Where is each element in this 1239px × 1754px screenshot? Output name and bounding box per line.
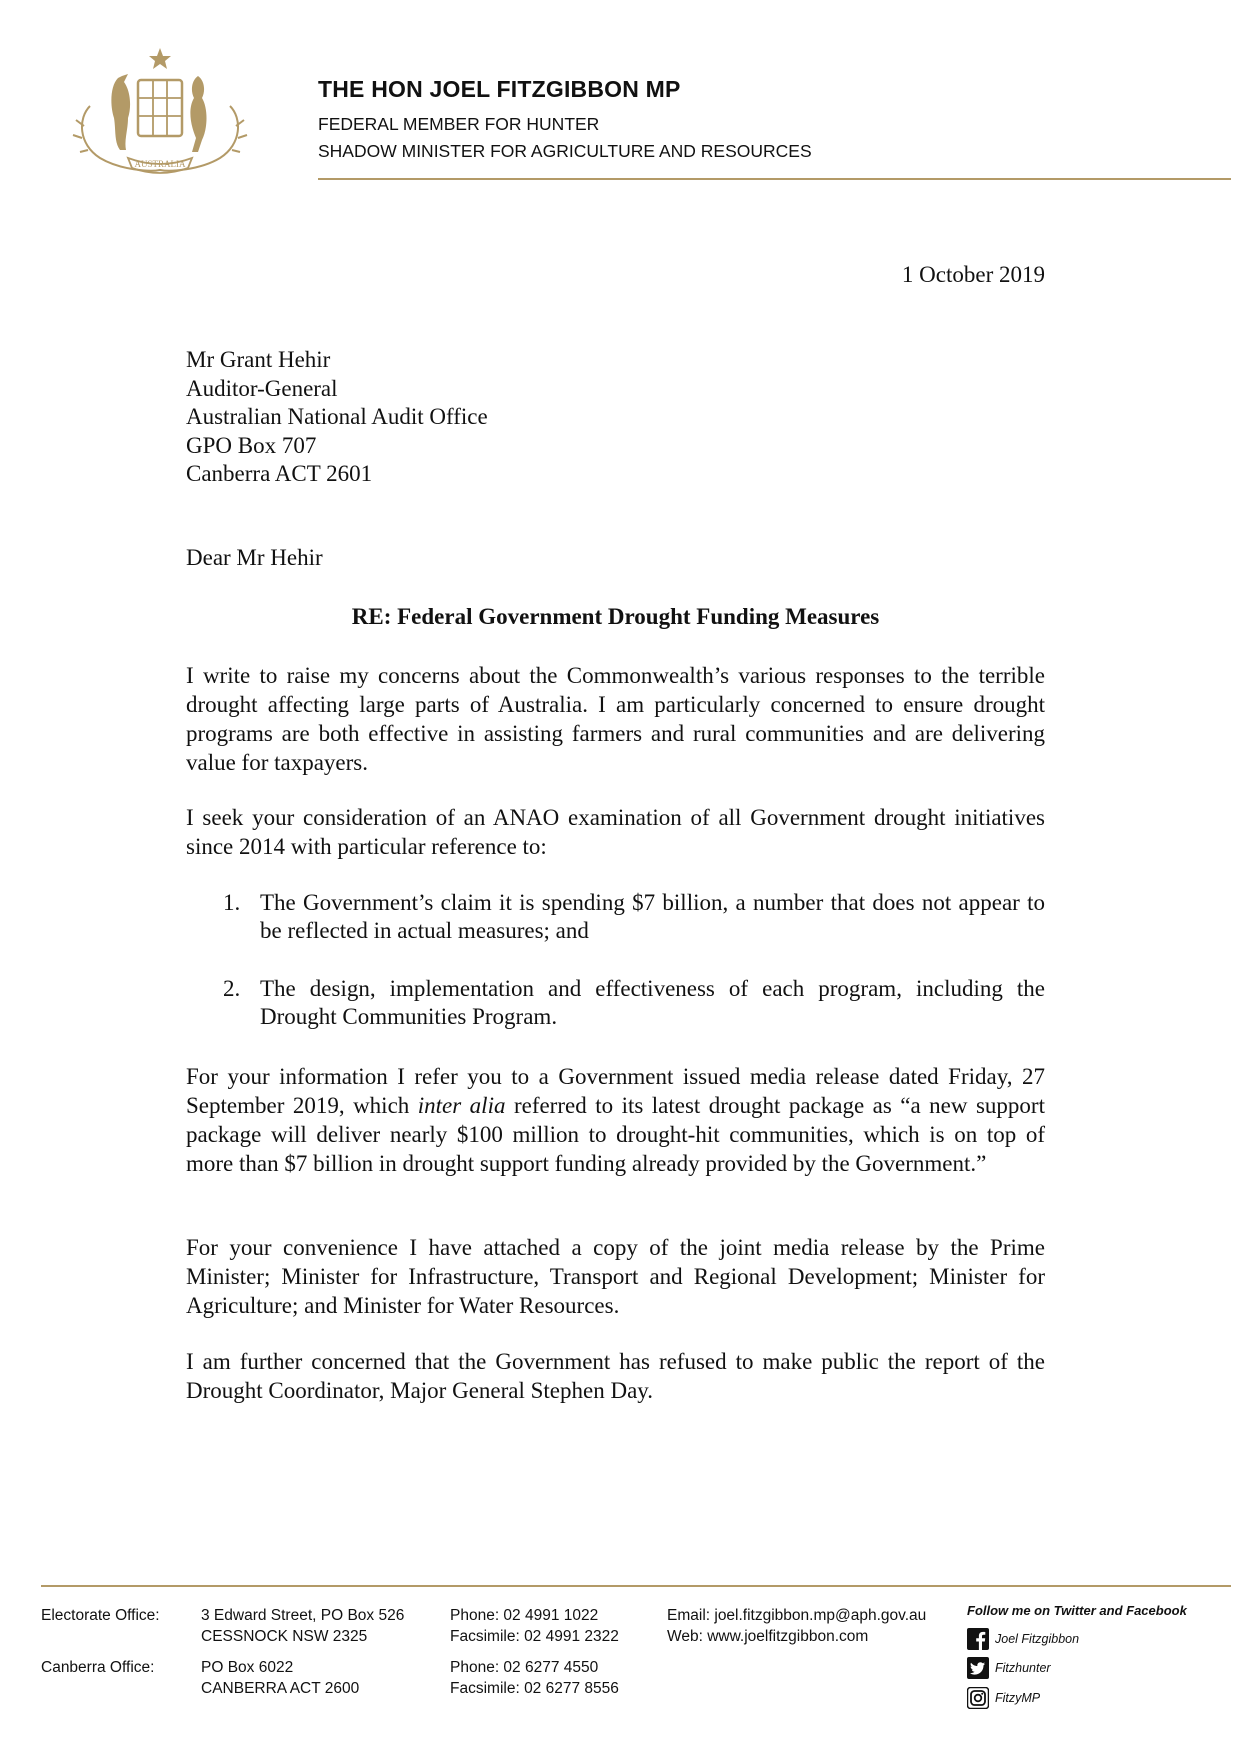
header-divider	[318, 178, 1231, 180]
website-link[interactable]: Web: www.joelfitzgibbon.com	[667, 1628, 869, 1645]
email-link[interactable]: Email: joel.fitzgibbon.mp@aph.gov.au	[667, 1607, 927, 1624]
letter-date: 1 October 2019	[901, 262, 1045, 287]
social-heading: Follow me on Twitter and Facebook	[967, 1603, 1187, 1618]
instagram-handle: FitzyMP	[995, 1691, 1041, 1705]
paragraph-request: I seek your consideration of an ANAO examination of all Government drought initiatives since 2014 with particular reference to:	[186, 805, 1045, 859]
member-portfolio: SHADOW MINISTER FOR AGRICULTURE AND RESOURCES	[318, 141, 812, 161]
recipient-po-box: GPO Box 707	[186, 432, 317, 458]
twitter-handle: Fitzhunter	[995, 1661, 1051, 1675]
list-item	[186, 975, 1045, 1031]
salutation: Dear Mr Hehir	[186, 545, 323, 570]
list-text: The design, implementation and effectiveness of each program, including the Drought Communities Program.	[260, 976, 1045, 1029]
latin-phrase: inter alia	[417, 1093, 506, 1118]
instagram-icon	[967, 1687, 989, 1709]
list-number: 2.	[223, 976, 241, 1001]
electorate-address-line1: 3 Edward Street, PO Box 526	[201, 1607, 405, 1624]
paragraph-coordinator-report: I am further concerned that the Government has refused to make public the report of the Drought Coordinator, Major General Stephen Day.	[186, 1349, 1045, 1403]
subject-line: RE: Federal Government Drought Funding Measures	[351, 604, 880, 629]
canberra-office-label: Canberra Office:	[41, 1659, 155, 1676]
member-name: THE HON JOEL FITZGIBBON MP	[318, 76, 681, 102]
electorate-address-line2: CESSNOCK NSW 2325	[201, 1628, 368, 1645]
media-release-quote: referred to its latest drought package as “a new support package will deliver nearly $100 million to drought-hit communities, which is on top of more than $7 billion in drought support funding already provided by the Government.”	[186, 1093, 1045, 1176]
canberra-phone: Phone: 02 6277 4550	[450, 1659, 599, 1676]
paragraph-intro: I write to raise my concerns about the Commonwealth’s various responses to the terrible drought affecting large parts of Australia. I am particularly concerned to ensure drought programs are both effective in assisting farmers and rural communities and are delivering value for taxpayers.	[186, 663, 1045, 775]
social-facebook[interactable]	[967, 1627, 1079, 1651]
paragraph-media-release	[186, 1062, 1045, 1178]
social-twitter[interactable]	[967, 1656, 1051, 1680]
crest-motto: AUSTRALIA	[134, 159, 186, 169]
list-item	[186, 889, 1045, 945]
canberra-fax: Facsimile: 02 6277 8556	[450, 1680, 619, 1697]
facebook-icon	[967, 1628, 989, 1650]
electorate-phone: Phone: 02 4991 1022	[450, 1607, 599, 1624]
social-instagram[interactable]	[967, 1686, 1040, 1710]
canberra-address-line2: CANBERRA ACT 2600	[201, 1680, 360, 1697]
paragraph-attachment: For your convenience I have attached a copy of the joint media release by the Prime Minister; Minister for Infrastructure, Transport and Regional Development; Minister for Agriculture; and Minister for Water Resources.	[186, 1235, 1045, 1318]
member-title: FEDERAL MEMBER FOR HUNTER	[318, 114, 600, 134]
electorate-office-label: Electorate Office:	[41, 1607, 160, 1624]
recipient-organisation: Australian National Audit Office	[186, 404, 488, 429]
recipient-city: Canberra ACT 2601	[186, 461, 373, 486]
list-number: 1.	[223, 890, 241, 915]
twitter-icon	[967, 1657, 989, 1679]
facebook-handle: Joel Fitzgibbon	[995, 1632, 1080, 1646]
australian-coat-of-arms-logo	[70, 46, 250, 178]
recipient-address	[186, 346, 488, 489]
footer-divider	[41, 1585, 1231, 1587]
recipient-name: Mr Grant Hehir	[186, 347, 331, 372]
electorate-fax: Facsimile: 02 4991 2322	[450, 1628, 619, 1645]
canberra-address-line1: PO Box 6022	[201, 1659, 294, 1676]
list-text: The Government’s claim it is spending $7 billion, a number that does not appear to be reflected in actual measures; and	[260, 890, 1045, 943]
media-release-text: For your information I refer you to a Government issued media release dated Friday, 27 September 2019, which	[186, 1064, 1045, 1118]
recipient-title: Auditor-General	[186, 375, 338, 401]
